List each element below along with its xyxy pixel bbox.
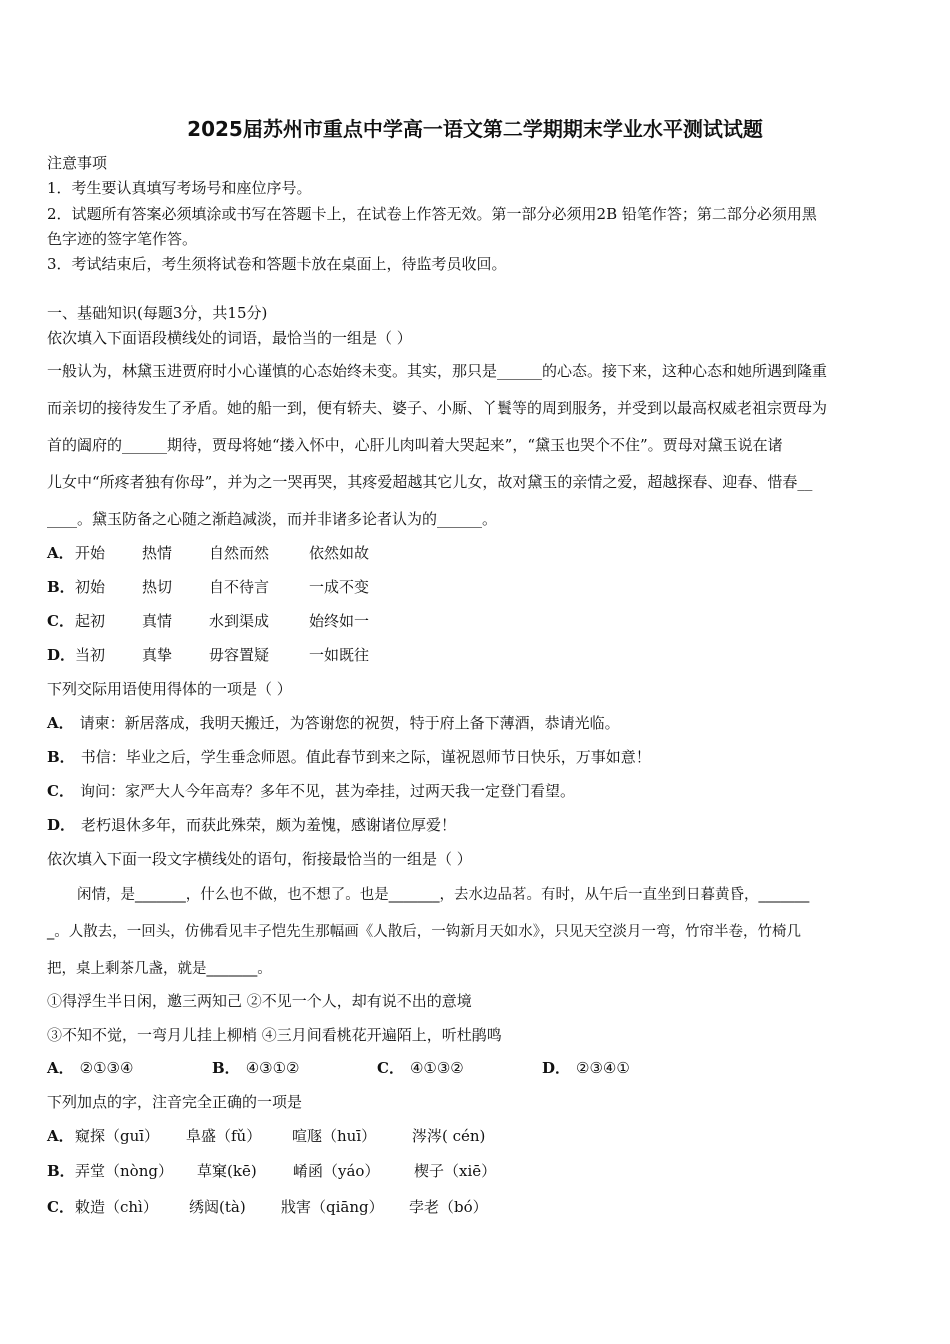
option-label: B． <box>47 578 75 596</box>
option-label: D． <box>47 816 76 834</box>
q3-option-d[interactable] <box>542 1057 630 1078</box>
q2-option-d[interactable] <box>47 814 456 835</box>
question-stem: 依次填入下面一段文字横线处的语句，衔接最恰当的一组是（ ） <box>47 850 472 868</box>
option-label: D． <box>47 646 76 664</box>
option-text: 请柬：新居落成，我明天搬迁，为答谢您的祝贺，特于府上备下薄酒，恭请光临。 <box>79 714 620 732</box>
option-label: A． <box>47 544 74 562</box>
pinyin-item: 弄堂（nòng） <box>75 1162 173 1180</box>
option-word: 一成不变 <box>309 578 370 596</box>
option-text: ④①③② <box>409 1059 464 1077</box>
passage-line: 而亲切的接待发生了矛盾。她的船一到，便有轿夫、婆子、小厮、丫鬟等的周到服务，并受到以最高权威老祖宗贾母为 <box>47 399 828 417</box>
option-word: 始终如一 <box>309 612 370 630</box>
q3-option-a[interactable] <box>47 1057 133 1078</box>
question-stem: 下列加点的字，注音完全正确的一项是 <box>47 1093 303 1111</box>
option-text: ②③④① <box>576 1059 630 1077</box>
question-stem: 下列交际用语使用得体的一项是（ ） <box>47 680 292 698</box>
option-word: 毋容置疑 <box>209 646 270 664</box>
section-heading: 一、基础知识(每题3分，共15分) <box>47 304 268 322</box>
option-text: 老朽退休多年，而获此殊荣，颇为羞愧，感谢诸位厚爱！ <box>81 816 457 834</box>
passage-line: 儿女中“所疼者独有你母”，并为之一哭再哭，其疼爱超越其它儿女，故对黛玉的亲情之爱，超越探春、迎春、惜春__ <box>47 473 813 491</box>
option-word: 开始 <box>75 544 106 562</box>
option-label: D． <box>542 1059 571 1077</box>
q3-option-b[interactable] <box>212 1057 299 1078</box>
option-label: C． <box>47 1198 74 1216</box>
choice-line: ③不知不觉，一弯月儿挂上柳梢 ④三月间看桃花开遍陌上，听杜鹃鸣 <box>47 1026 502 1044</box>
option-label: A． <box>47 714 74 732</box>
pinyin-item: 草窠(kē) <box>197 1162 257 1180</box>
pinyin-item: 阜盛（fǔ） <box>186 1127 262 1145</box>
option-text: 询问：家严大人今年高寿？多年不见，甚为牵挂，过两天我一定登门看望。 <box>79 782 575 800</box>
passage-line: _。人散去，一回头，仿佛看见丰子恺先生那幅画《人散后，一钩新月天如水》，只见天空淡月一弯，竹帘半卷，竹椅几 <box>47 924 801 940</box>
pinyin-item: 敕造（chì） <box>75 1198 158 1216</box>
passage-line: 一般认为，林黛玉进贾府时小心谨慎的心态始终未变。其实，那只是______的心态。接下来，这种心态和她所遇到隆重 <box>47 362 828 380</box>
pinyin-item: 崤函（yáo） <box>293 1162 380 1180</box>
q3-option-c[interactable] <box>377 1057 464 1078</box>
q2-option-c[interactable] <box>47 780 575 801</box>
option-word: 自然而然 <box>209 544 270 562</box>
page-title: 2025届苏州市重点中学高一语文第二学期期末学业水平测试试题 <box>187 117 763 141</box>
notice-item: 色字迹的签字笔作答。 <box>47 230 198 248</box>
option-label: C． <box>47 612 74 630</box>
option-word: 自不待言 <box>209 578 270 596</box>
notice-item: 3．考试结束后，考生须将试卷和答题卡放在桌面上，待监考员收回。 <box>47 255 507 273</box>
notice-item: 2．试题所有答案必须填涂或书写在答题卡上，在试卷上作答无效。第一部分必须用2B 铅笔作答；第二部分必须用黑 <box>47 205 817 223</box>
choice-line: ①得浮生半日闲，邀三两知己 ②不见一个人，却有说不出的意境 <box>47 992 472 1010</box>
pinyin-item: 窥探（guī） <box>75 1127 160 1145</box>
notice-item: 1．考生要认真填写考场号和座位序号。 <box>47 179 312 197</box>
option-word: 一如既往 <box>309 646 370 664</box>
pinyin-item: 戕害（qiāng） <box>281 1198 384 1216</box>
option-word: 真情 <box>142 612 173 630</box>
option-word: 当初 <box>75 646 106 664</box>
option-label: A． <box>47 1127 74 1145</box>
option-word: 热情 <box>142 544 173 562</box>
pinyin-item: 楔子（xiē） <box>414 1162 497 1180</box>
option-label: B． <box>47 1162 75 1180</box>
option-word: 依然如故 <box>309 544 370 562</box>
option-text: ④③①② <box>245 1059 300 1077</box>
option-word: 水到渠成 <box>209 612 270 630</box>
pinyin-item: 涔涔( cén) <box>412 1127 486 1145</box>
option-label: B． <box>212 1059 240 1077</box>
passage-line: 把，桌上剩茶几盏，就是_______。 <box>47 961 272 977</box>
passage-line: 闲情，是_______，什么也不做，也不想了。也是_______，去水边品茗。有时，从午后一直坐到日暮黄昏，_______ <box>77 887 810 903</box>
notice-heading: 注意事项 <box>47 154 108 172</box>
passage-line: ____。黛玉防备之心随之渐趋减淡，而并非诸多论者认为的______。 <box>47 510 498 528</box>
question-stem: 依次填入下面语段横线处的词语，最恰当的一组是（ ） <box>47 329 412 347</box>
pinyin-item: 喧豗（huī） <box>292 1127 377 1145</box>
passage-line: 首的阖府的______期待，贾母将她“搂入怀中，心肝儿肉叫着大哭起来”，“黛玉也哭个不住”。贾母对黛玉说在诸 <box>47 436 783 454</box>
pinyin-item: 孛老（bó） <box>409 1198 488 1216</box>
option-label: B． <box>47 748 75 766</box>
q2-option-b[interactable] <box>47 746 651 767</box>
option-label: C． <box>377 1059 404 1077</box>
option-text: 书信：毕业之后，学生垂念师恩。值此春节到来之际，谨祝恩师节日快乐，万事如意！ <box>80 748 651 766</box>
pinyin-item: 绣闼(tà) <box>189 1198 246 1216</box>
option-word: 起初 <box>75 612 106 630</box>
option-label: A． <box>47 1059 74 1077</box>
option-word: 热切 <box>142 578 173 596</box>
option-label: C． <box>47 782 74 800</box>
option-text: ②①③④ <box>79 1059 134 1077</box>
option-word: 真挚 <box>142 646 173 664</box>
q2-option-a[interactable] <box>47 712 620 733</box>
option-word: 初始 <box>75 578 106 596</box>
